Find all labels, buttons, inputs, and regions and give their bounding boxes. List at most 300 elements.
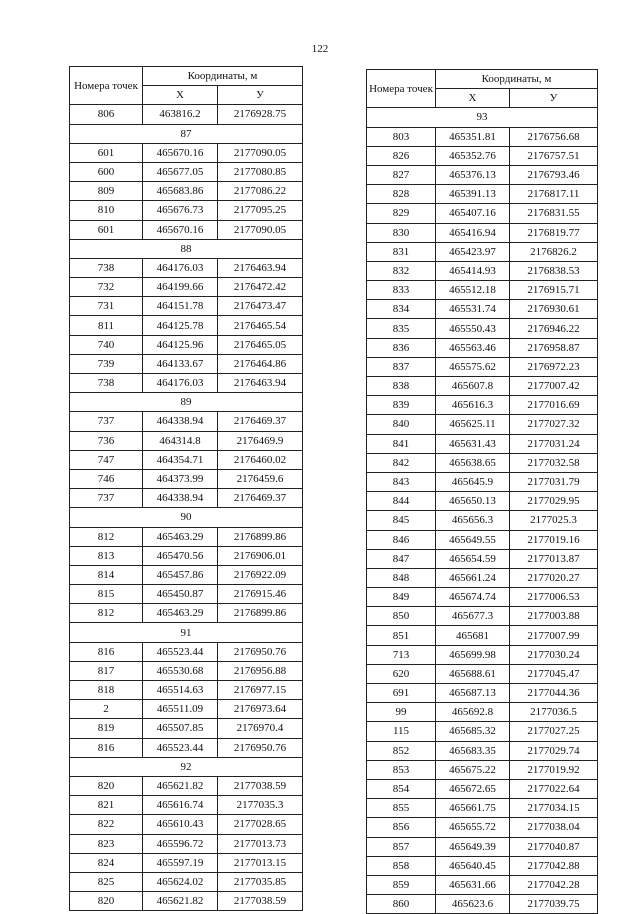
y-coordinate-cell: 2176831.55 (510, 204, 598, 223)
x-coordinate-cell: 465621.82 (143, 776, 218, 795)
table-row (367, 127, 598, 146)
point-number-cell: 2 (70, 700, 143, 719)
coordinates-table-left (69, 66, 303, 911)
x-coordinate-cell: 465470.56 (143, 546, 218, 565)
point-number-cell: 822 (70, 815, 143, 834)
y-coordinate-cell: 2177038.04 (510, 818, 598, 837)
x-coordinate-cell: 465675.22 (436, 760, 510, 779)
y-coordinate-cell: 2177039.75 (510, 895, 598, 914)
coordinates-header: Координаты, м (143, 67, 303, 86)
x-coordinate-cell: 465677.3 (436, 607, 510, 626)
table-row (367, 684, 598, 703)
table-row (70, 182, 303, 201)
point-number-cell: 852 (367, 741, 436, 760)
table-row (367, 357, 598, 376)
table-row (367, 856, 598, 875)
point-number-cell: 821 (70, 796, 143, 815)
x-coordinate-cell: 465681 (436, 626, 510, 645)
point-number-cell: 739 (70, 354, 143, 373)
point-number-cell: 826 (367, 146, 436, 165)
x-coordinate-cell: 465507.85 (143, 719, 218, 738)
table-row (70, 354, 303, 373)
point-number-cell: 815 (70, 585, 143, 604)
point-number-cell: 836 (367, 338, 436, 357)
table-row (70, 642, 303, 661)
table-row (70, 201, 303, 220)
point-number-cell: 731 (70, 297, 143, 316)
x-coordinate-cell: 465416.94 (436, 223, 510, 242)
x-coordinate-cell: 465463.29 (143, 604, 218, 623)
table-row (70, 700, 303, 719)
point-number-cell: 746 (70, 469, 143, 488)
table-row (367, 261, 598, 280)
point-number-cell: 691 (367, 684, 436, 703)
table-row (70, 796, 303, 815)
x-coordinate-cell: 464373.99 (143, 469, 218, 488)
x-coordinate-cell: 465670.16 (143, 220, 218, 239)
point-number-cell: 819 (70, 719, 143, 738)
table-row (367, 568, 598, 587)
x-coordinate-cell: 465597.19 (143, 853, 218, 872)
y-coordinate-cell: 2177007.99 (510, 626, 598, 645)
y-coordinate-cell: 2177095.25 (218, 201, 303, 220)
x-coordinate-cell: 465616.74 (143, 796, 218, 815)
table-row (70, 431, 303, 450)
x-coordinate-cell: 464338.94 (143, 412, 218, 431)
x-coordinate-cell: 465687.13 (436, 684, 510, 703)
y-coordinate-cell: 2176469.9 (218, 431, 303, 450)
y-coordinate-cell: 2176906.01 (218, 546, 303, 565)
x-coordinate-cell: 465656.3 (436, 511, 510, 530)
y-coordinate-cell: 2177020.27 (510, 568, 598, 587)
table-row (367, 626, 598, 645)
y-coordinate-cell: 2176463.94 (218, 258, 303, 277)
point-number-cell: 854 (367, 779, 436, 798)
x-coordinate-cell: 465563.46 (436, 338, 510, 357)
y-coordinate-cell: 2177013.73 (218, 834, 303, 853)
y-coordinate-cell: 2177028.65 (218, 815, 303, 834)
page-number: 122 (311, 43, 329, 55)
y-coordinate-cell: 2176970.4 (218, 719, 303, 738)
point-number-cell: 848 (367, 568, 436, 587)
y-coordinate-cell: 2176472.42 (218, 278, 303, 297)
y-coordinate-cell: 2177035.3 (218, 796, 303, 815)
y-coordinate-cell: 2177042.88 (510, 856, 598, 875)
table-row (367, 319, 598, 338)
table-row (70, 450, 303, 469)
x-coordinate-cell: 465685.32 (436, 722, 510, 741)
x-coordinate-cell: 465683.86 (143, 182, 218, 201)
x-coordinate-cell: 465623.6 (436, 895, 510, 914)
section-number: 90 (70, 508, 303, 527)
x-coordinate-cell: 465649.55 (436, 530, 510, 549)
point-number-cell: 837 (367, 357, 436, 376)
section-number: 87 (70, 124, 303, 143)
table-row (367, 722, 598, 741)
y-coordinate-cell: 2176899.86 (218, 527, 303, 546)
point-number-cell: 847 (367, 549, 436, 568)
x-coordinate-cell: 465677.05 (143, 162, 218, 181)
x-coordinate-cell: 465457.86 (143, 565, 218, 584)
point-number-cell: 842 (367, 453, 436, 472)
y-coordinate-cell: 2176946.22 (510, 319, 598, 338)
table-row (367, 165, 598, 184)
table-row (70, 469, 303, 488)
table-row (367, 530, 598, 549)
x-coordinate-cell: 463816.2 (143, 105, 218, 124)
x-coordinate-cell: 465631.43 (436, 434, 510, 453)
table-row (367, 760, 598, 779)
point-number-cell: 857 (367, 837, 436, 856)
table-row (70, 872, 303, 891)
section-number: 89 (70, 393, 303, 412)
y-coordinate-cell: 2176817.11 (510, 185, 598, 204)
table-row (367, 396, 598, 415)
y-coordinate-cell: 2177027.25 (510, 722, 598, 741)
point-number-cell: 816 (70, 738, 143, 757)
point-number-cell: 853 (367, 760, 436, 779)
x-coordinate-cell: 465661.24 (436, 568, 510, 587)
x-coordinate-cell: 464338.94 (143, 489, 218, 508)
table-row (70, 853, 303, 872)
point-number-cell: 851 (367, 626, 436, 645)
x-coordinate-cell: 465391.13 (436, 185, 510, 204)
point-number-cell: 855 (367, 799, 436, 818)
point-number-cell: 839 (367, 396, 436, 415)
point-number-cell: 820 (70, 776, 143, 795)
point-number-cell: 835 (367, 319, 436, 338)
x-coordinate-cell: 465655.72 (436, 818, 510, 837)
point-number-cell: 737 (70, 412, 143, 431)
y-coordinate-cell: 2176819.77 (510, 223, 598, 242)
point-number-cell: 834 (367, 300, 436, 319)
table-row (367, 300, 598, 319)
x-coordinate-cell: 464133.67 (143, 354, 218, 373)
y-coordinate-cell: 2177038.59 (218, 892, 303, 911)
y-coordinate-cell: 2177038.59 (218, 776, 303, 795)
y-coordinate-cell: 2176928.75 (218, 105, 303, 124)
y-coordinate-cell: 2176930.61 (510, 300, 598, 319)
table-row (70, 316, 303, 335)
point-number-cell: 115 (367, 722, 436, 741)
y-coordinate-cell: 2176950.76 (218, 642, 303, 661)
y-coordinate-cell: 2177090.05 (218, 220, 303, 239)
y-coordinate-cell: 2176915.71 (510, 281, 598, 300)
section-number: 92 (70, 757, 303, 776)
y-coordinate-cell: 2176460.02 (218, 450, 303, 469)
table-row (367, 377, 598, 396)
y-coordinate-cell: 2177045.47 (510, 664, 598, 683)
table-row (70, 776, 303, 795)
x-coordinate-cell: 465616.3 (436, 396, 510, 415)
x-coordinate-cell: 465531.74 (436, 300, 510, 319)
x-coordinate-cell: 465638.65 (436, 453, 510, 472)
y-coordinate-cell: 2176469.37 (218, 489, 303, 508)
table-row (70, 220, 303, 239)
y-coordinate-cell: 2176899.86 (218, 604, 303, 623)
x-coordinate-cell: 465523.44 (143, 738, 218, 757)
point-number-cell: 601 (70, 143, 143, 162)
x-coordinate-cell: 464176.03 (143, 258, 218, 277)
x-coordinate-cell: 464314.8 (143, 431, 218, 450)
y-coordinate-cell: 2177003.88 (510, 607, 598, 626)
x-coordinate-cell: 465649.39 (436, 837, 510, 856)
y-coordinate-cell: 2177036.5 (510, 703, 598, 722)
table-row (367, 549, 598, 568)
section-row (367, 108, 598, 127)
section-row (70, 757, 303, 776)
y-coordinate-cell: 2176838.53 (510, 261, 598, 280)
x-coordinate-cell: 465511.09 (143, 700, 218, 719)
x-header: X (436, 89, 510, 108)
x-coordinate-cell: 465692.8 (436, 703, 510, 722)
table-row (70, 297, 303, 316)
table-row (70, 162, 303, 181)
table-row (367, 492, 598, 511)
point-number-cell: 713 (367, 645, 436, 664)
x-coordinate-cell: 465514.63 (143, 681, 218, 700)
y-header: У (218, 86, 303, 105)
point-number-cell: 738 (70, 258, 143, 277)
table-row (70, 374, 303, 393)
y-coordinate-cell: 2176950.76 (218, 738, 303, 757)
x-coordinate-cell: 465670.16 (143, 143, 218, 162)
section-row (70, 239, 303, 258)
y-coordinate-cell: 2177029.95 (510, 492, 598, 511)
x-coordinate-cell: 465672.65 (436, 779, 510, 798)
point-number-cell: 827 (367, 165, 436, 184)
point-number-cell: 860 (367, 895, 436, 914)
x-coordinate-cell: 465624.02 (143, 872, 218, 891)
table-row (70, 258, 303, 277)
x-coordinate-cell: 465407.16 (436, 204, 510, 223)
point-number-cell: 813 (70, 546, 143, 565)
y-coordinate-cell: 2177034.15 (510, 799, 598, 818)
point-number-cell: 859 (367, 875, 436, 894)
x-coordinate-cell: 465575.62 (436, 357, 510, 376)
y-coordinate-cell: 2176977.15 (218, 681, 303, 700)
point-number-cell: 849 (367, 588, 436, 607)
point-number-cell: 829 (367, 204, 436, 223)
x-coordinate-cell: 465688.61 (436, 664, 510, 683)
y-coordinate-cell: 2177090.05 (218, 143, 303, 162)
table-row (70, 105, 303, 124)
table-row (367, 645, 598, 664)
x-coordinate-cell: 465607.8 (436, 377, 510, 396)
point-number-cell: 740 (70, 335, 143, 354)
table-row (70, 604, 303, 623)
x-coordinate-cell: 464151.78 (143, 297, 218, 316)
y-coordinate-cell: 2177035.85 (218, 872, 303, 891)
table-row (367, 434, 598, 453)
y-coordinate-cell: 2177013.87 (510, 549, 598, 568)
table-row (367, 875, 598, 894)
x-coordinate-cell: 464354.71 (143, 450, 218, 469)
x-coordinate-cell: 465674.74 (436, 588, 510, 607)
x-coordinate-cell: 465530.68 (143, 661, 218, 680)
point-number-cell: 823 (70, 834, 143, 853)
point-number-cell: 818 (70, 681, 143, 700)
table-row (367, 281, 598, 300)
y-coordinate-cell: 2177019.92 (510, 760, 598, 779)
x-coordinate-cell: 465351.81 (436, 127, 510, 146)
table-row (367, 895, 598, 914)
y-coordinate-cell: 2176756.68 (510, 127, 598, 146)
x-coordinate-cell: 464199.66 (143, 278, 218, 297)
y-coordinate-cell: 2176958.87 (510, 338, 598, 357)
point-number-cell: 843 (367, 472, 436, 491)
x-coordinate-cell: 464125.78 (143, 316, 218, 335)
x-coordinate-cell: 465414.93 (436, 261, 510, 280)
table-row (367, 664, 598, 683)
point-number-cell: 838 (367, 377, 436, 396)
point-number-cell: 803 (367, 127, 436, 146)
point-number-cell: 732 (70, 278, 143, 297)
y-coordinate-cell: 2177032.58 (510, 453, 598, 472)
x-coordinate-cell: 465352.76 (436, 146, 510, 165)
y-coordinate-cell: 2176973.64 (218, 700, 303, 719)
point-number-cell: 736 (70, 431, 143, 450)
y-coordinate-cell: 2177027.32 (510, 415, 598, 434)
table-row (367, 588, 598, 607)
point-number-cell: 812 (70, 604, 143, 623)
y-coordinate-cell: 2176826.2 (510, 242, 598, 261)
table-row (70, 719, 303, 738)
y-header: У (510, 89, 598, 108)
point-number-cell: 738 (70, 374, 143, 393)
x-coordinate-cell: 465699.98 (436, 645, 510, 664)
table-row (367, 223, 598, 242)
y-coordinate-cell: 2176757.51 (510, 146, 598, 165)
point-number-cell: 845 (367, 511, 436, 530)
point-number-cell: 814 (70, 565, 143, 584)
point-number-cell: 820 (70, 892, 143, 911)
table-row (70, 834, 303, 853)
point-number-cell: 817 (70, 661, 143, 680)
table-row (367, 818, 598, 837)
table-row (367, 837, 598, 856)
point-number-cell: 816 (70, 642, 143, 661)
table-row (70, 565, 303, 584)
table-row (70, 546, 303, 565)
y-coordinate-cell: 2176793.46 (510, 165, 598, 184)
table-row (367, 415, 598, 434)
table-row (367, 607, 598, 626)
y-coordinate-cell: 2177006.53 (510, 588, 598, 607)
y-coordinate-cell: 2177030.24 (510, 645, 598, 664)
point-number-cell: 850 (367, 607, 436, 626)
x-coordinate-cell: 465523.44 (143, 642, 218, 661)
y-coordinate-cell: 2177031.79 (510, 472, 598, 491)
point-number-cell: 600 (70, 162, 143, 181)
point-number-cell: 812 (70, 527, 143, 546)
y-coordinate-cell: 2176473.47 (218, 297, 303, 316)
y-coordinate-cell: 2176459.6 (218, 469, 303, 488)
x-coordinate-cell: 465550.43 (436, 319, 510, 338)
table-row (70, 738, 303, 757)
point-number-cell: 833 (367, 281, 436, 300)
point-number-cell: 828 (367, 185, 436, 204)
y-coordinate-cell: 2176922.09 (218, 565, 303, 584)
table-row (367, 741, 598, 760)
table-row (70, 527, 303, 546)
table-row (70, 661, 303, 680)
section-number: 88 (70, 239, 303, 258)
section-row (70, 623, 303, 642)
x-coordinate-cell: 465676.73 (143, 201, 218, 220)
section-row (70, 124, 303, 143)
y-coordinate-cell: 2177013.15 (218, 853, 303, 872)
point-number-cell: 809 (70, 182, 143, 201)
x-coordinate-cell: 465621.82 (143, 892, 218, 911)
x-coordinate-cell: 465423.97 (436, 242, 510, 261)
section-row (70, 508, 303, 527)
y-coordinate-cell: 2177086.22 (218, 182, 303, 201)
point-number-cell: 737 (70, 489, 143, 508)
y-coordinate-cell: 2176463.94 (218, 374, 303, 393)
point-number-cell: 856 (367, 818, 436, 837)
y-coordinate-cell: 2177080.85 (218, 162, 303, 181)
y-coordinate-cell: 2176465.54 (218, 316, 303, 335)
table-row (367, 338, 598, 357)
y-coordinate-cell: 2177044.36 (510, 684, 598, 703)
point-number-cell: 831 (367, 242, 436, 261)
y-coordinate-cell: 2177040.87 (510, 837, 598, 856)
x-coordinate-cell: 465625.11 (436, 415, 510, 434)
table-row (70, 681, 303, 700)
x-header: X (143, 86, 218, 105)
x-coordinate-cell: 465596.72 (143, 834, 218, 853)
x-coordinate-cell: 465450.87 (143, 585, 218, 604)
x-coordinate-cell: 465631.66 (436, 875, 510, 894)
x-coordinate-cell: 464125.96 (143, 335, 218, 354)
table-row (367, 511, 598, 530)
point-number-cell: 846 (367, 530, 436, 549)
x-coordinate-cell: 465610.43 (143, 815, 218, 834)
point-number-cell: 824 (70, 853, 143, 872)
y-coordinate-cell: 2177042.28 (510, 875, 598, 894)
y-coordinate-cell: 2177007.42 (510, 377, 598, 396)
section-number: 93 (367, 108, 598, 127)
table-row (367, 146, 598, 165)
table-row (70, 412, 303, 431)
point-number-cell: 620 (367, 664, 436, 683)
y-coordinate-cell: 2177025.3 (510, 511, 598, 530)
point-number-cell: 832 (367, 261, 436, 280)
table-row (367, 185, 598, 204)
table-row (70, 815, 303, 834)
y-coordinate-cell: 2177029.74 (510, 741, 598, 760)
point-number-cell: 601 (70, 220, 143, 239)
y-coordinate-cell: 2176464.86 (218, 354, 303, 373)
x-coordinate-cell: 465683.35 (436, 741, 510, 760)
section-row (70, 393, 303, 412)
table-row (70, 143, 303, 162)
x-coordinate-cell: 465654.59 (436, 549, 510, 568)
point-number-cell: 858 (367, 856, 436, 875)
y-coordinate-cell: 2177016.69 (510, 396, 598, 415)
table-row (70, 335, 303, 354)
coordinates-header: Координаты, м (436, 70, 598, 89)
x-coordinate-cell: 465640.45 (436, 856, 510, 875)
point-number-cell: 99 (367, 703, 436, 722)
point-number-cell: 747 (70, 450, 143, 469)
x-coordinate-cell: 465650.13 (436, 492, 510, 511)
table-row (367, 453, 598, 472)
table-row (367, 242, 598, 261)
y-coordinate-cell: 2176469.37 (218, 412, 303, 431)
table-row (367, 799, 598, 818)
